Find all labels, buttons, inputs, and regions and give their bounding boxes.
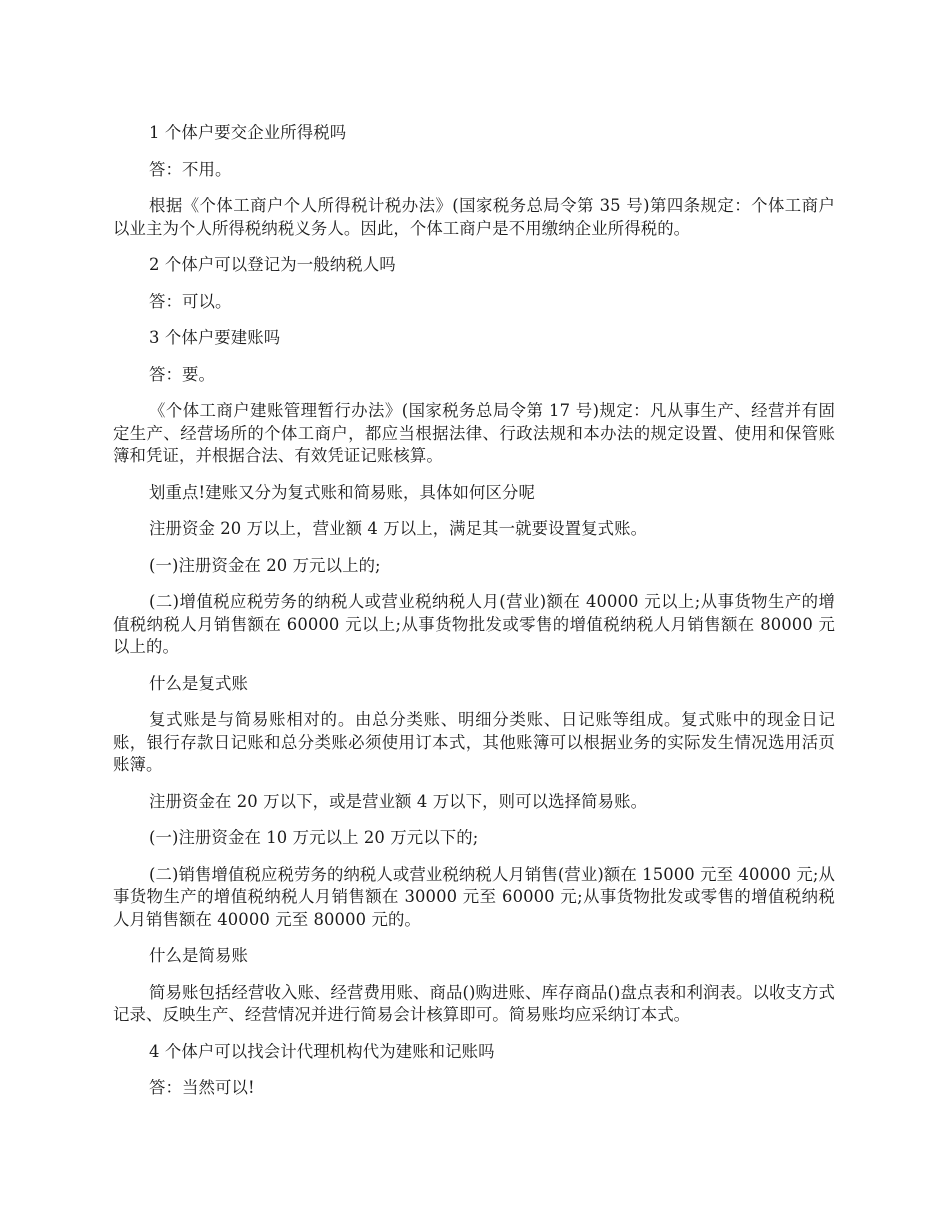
question-1-heading: 1 个体户要交企业所得税吗 xyxy=(149,123,347,142)
simple-entry-criterion-2: (二)销售增值税应税劳务的纳税人或营业税纳税人月销售(营业)额在 15000 元至 40000 元;从事货物生产的增值税纳税人月销售额在 30000 元至 60000 元;从事货物批发或零售的增值税纳税人月销售额在 40000 元至 80000 元的。 xyxy=(113,864,835,929)
answer-2: 答：可以。 xyxy=(149,291,232,311)
simple-entry-definition: 简易账包括经营收入账、经营费用账、商品()购进账、库存商品()盘点表和利润表。以收支方式记录、反映生产、经营情况并进行简易会计核算即可。简易账均应采纳订本式。 xyxy=(113,982,835,1024)
double-entry-criterion-1: (一)注册资金在 20 万元以上的; xyxy=(149,555,381,575)
question-4-heading: 4 个体户可以找会计代理机构代为建账和记账吗 xyxy=(149,1041,495,1061)
answer-1: 答：不用。 xyxy=(149,159,232,179)
answer-3-detail: 《个体工商户建账管理暂行办法》(国家税务总局令第 17 号)规定：凡从事生产、经营并有固定生产、经营场所的个体工商户，都应当根据法律、行政法规和本办法的规定设置、使用和保管账簿和凭证，并根据合法、有效凭证记账核算。 xyxy=(113,401,835,465)
double-entry-definition: 复式账是与简易账相对的。由总分类账、明细分类账、日记账等组成。复式账中的现金日记账，银行存款日记账和总分类账必须使用订本式，其他账簿可以根据业务的实际发生情况选用活页账簿。 xyxy=(113,710,835,774)
key-point: 划重点!建账又分为复式账和简易账，具体如何区分呢 xyxy=(149,482,535,502)
double-entry-heading: 什么是复式账 xyxy=(149,673,248,693)
answer-3: 答：要。 xyxy=(149,364,215,384)
simple-entry-criterion-1: (一)注册资金在 10 万元以上 20 万元以下的; xyxy=(149,828,479,847)
answer-1-detail: 根据《个体工商户个人所得税计税办法》(国家税务总局令第 35 号)第四条规定：个体工商户以业主为个人所得税纳税义务人。因此，个体工商户是不用缴纳企业所得税的。 xyxy=(113,196,835,238)
question-2-heading: 2 个体户可以登记为一般纳税人吗 xyxy=(149,255,396,274)
double-entry-criteria: 注册资金 20 万以上，营业额 4 万以上，满足其一就要设置复式账。 xyxy=(149,519,648,538)
document-body xyxy=(113,122,835,1114)
simple-entry-heading: 什么是简易账 xyxy=(149,946,248,965)
answer-4: 答：当然可以! xyxy=(149,1078,255,1097)
simple-entry-criteria: 注册资金在 20 万以下，或是营业额 4 万以下，则可以选择简易账。 xyxy=(149,791,648,811)
double-entry-criterion-2: (二)增值税应税劳务的纳税人或营业税纳税人月(营业)额在 40000 元以上;从事货物生产的增值税纳税人月销售额在 60000 元以上;从事货物批发或零售的增值税纳税人月销售额在 80000 元以上的。 xyxy=(113,592,835,656)
question-3-heading: 3 个体户要建账吗 xyxy=(149,328,281,347)
